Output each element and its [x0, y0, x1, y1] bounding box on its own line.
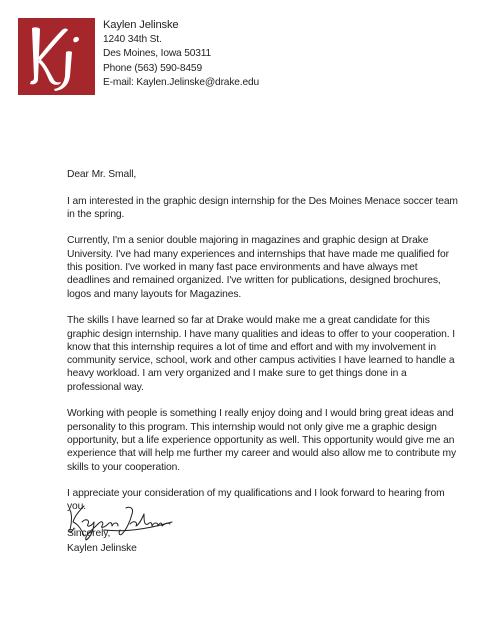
paragraph-interest: I am interested in the graphic design internship for the Des Moines Menace soccer team in the spring. — [67, 195, 458, 220]
kj-monogram-icon — [18, 18, 95, 95]
closing: Sincerely, — [67, 528, 111, 540]
paragraph-closing: I appreciate your consideration of my qualifications and I look forward to hearing from you. — [67, 488, 445, 513]
paragraph-skills: The skills I have learned so far at Drake would make me a great candidate for this graphic design internship. I have many qualities and ideas to offer to your cooperation. I know that this internship requires a lot of time and effort and with my involvement in community service, school, work and other campus activities I have learned to handle a heavy workload. I am very organized and I make sure to get things done in a professional way. — [67, 315, 455, 393]
street-address: 1240 34th St. — [103, 34, 162, 46]
printed-name: Kaylen Jelinske — [67, 543, 137, 554]
salutation: Dear Mr. Small, — [67, 169, 137, 180]
paragraph-teamwork: Working with people is something I really enjoy doing and I would bring great ideas and personality to this program. This internship would not only give me a graphic design opportunity, but a life experience opportunity as well. This opportunity would give me an experience that will help me further my career and would also allow me to contribute my skills to your cooperation. — [67, 408, 457, 473]
phone-number: Phone (563) 590-8459 — [103, 62, 202, 74]
paragraph-background: Currently, I'm a senior double majoring in magazines and graphic design at Drake University. I've had many experiences and internships that have made me qualified for this position. I've worked in many fast pace environments and have always met deadlines and remained organized. I've written for publications, designed brochures, logos and many layouts for Magazines. — [67, 235, 449, 300]
sender-name: Kaylen Jelinske — [103, 19, 179, 31]
email-address: E-mail: Kaylen.Jelinske@drake.edu — [103, 76, 260, 88]
monogram-logo — [18, 18, 95, 95]
contact-block — [103, 18, 259, 90]
letter-body — [67, 168, 459, 554]
city-state-zip: Des Moines, Iowa 50311 — [103, 48, 212, 60]
handwritten-signature — [64, 500, 184, 547]
signature-icon — [64, 500, 184, 542]
